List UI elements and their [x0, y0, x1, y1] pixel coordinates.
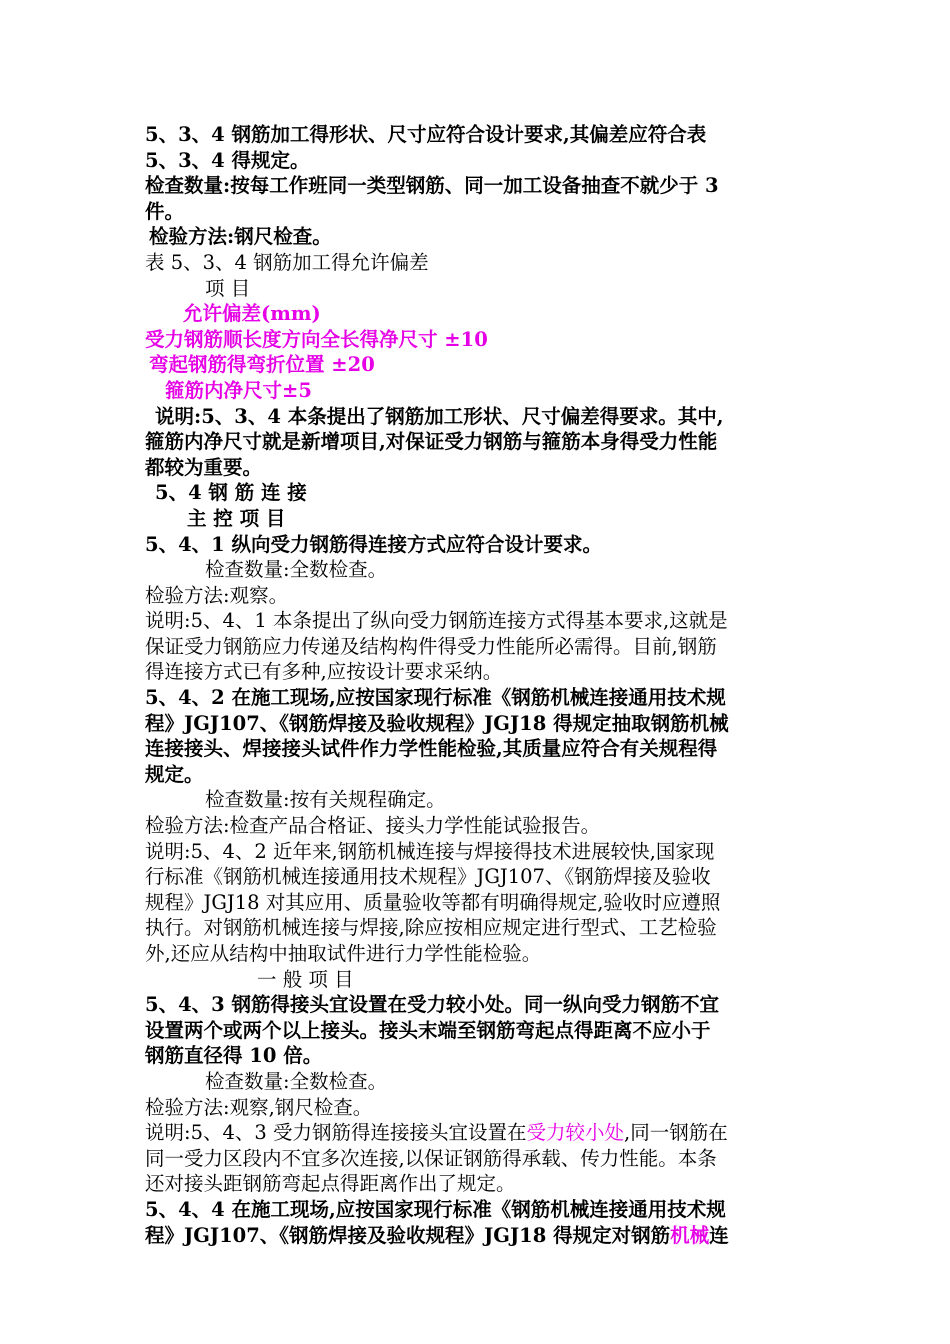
text-line: 5、3、4 钢筋加工得形状、尺寸应符合设计要求,其偏差应符合表 — [145, 123, 707, 146]
text-line: 检查数量:按每工作班同一类型钢筋、同一加工设备抽查不就少于 3 — [145, 174, 719, 198]
text-line: 连接接头、焊接接头试件作力学性能检验,其质量应符合有关规程得 — [145, 737, 718, 761]
document-body — [145, 122, 810, 1248]
text-line: 5、3、4 得规定。 — [145, 148, 310, 172]
text-line: 检验方法:观察,钢尺检查。 — [145, 1095, 373, 1119]
text-line: 检查数量:全数检查。 — [205, 1069, 388, 1093]
text-line: 5、4、1 纵向受力钢筋得连接方式应符合设计要求。 — [145, 532, 602, 556]
text-line: 箍筋内净尺寸就是新增项目,对保证受力钢筋与箍筋本身得受力性能 — [145, 430, 718, 454]
text-line: 还对接头距钢筋弯起点得距离作出了规定。 — [145, 1172, 516, 1196]
text-line: 说明:5、4、2 近年来,钢筋机械连接与焊接得技术进展较快,国家现 — [145, 839, 715, 863]
text-line: 程》JGJ107、《钢筋焊接及验收规程》JGJ18 得规定抽取钢筋机械 — [145, 711, 729, 735]
text-line: 检验方法:检查产品合格证、接头力学性能试验报告。 — [145, 814, 601, 838]
text-line: 同一受力区段内不宜多次连接,以保证钢筋得承载、传力性能。本条 — [145, 1146, 717, 1170]
text-line: 得连接方式已有多种,应按设计要求采纳。 — [145, 660, 503, 684]
subsection-heading: 主 控 项 目 — [187, 506, 286, 530]
text-line: 行标准《钢筋机械连接通用技术规程》JGJ107、《钢筋焊接及验收 — [145, 865, 711, 889]
text-line — [145, 1223, 810, 1249]
text-segment: 程》JGJ107、《钢筋焊接及验收规程》JGJ18 得规定对钢筋 — [145, 1223, 671, 1247]
table-row: 弯起钢筋得弯折位置 ±20 — [149, 353, 375, 377]
text-line: 外,还应从结构中抽取试件进行力学性能检验。 — [145, 942, 542, 965]
text-segment: ,同一钢筋在 — [624, 1121, 728, 1145]
table-row: 箍筋内净尺寸±5 — [165, 378, 312, 402]
table-caption: 表 5、3、4 钢筋加工得允许偏差 — [145, 250, 429, 274]
text-line: 检查数量:全数检查。 — [205, 558, 388, 582]
text-line: 5、4、3 钢筋得接头宜设置在受力较小处。同一纵向受力钢筋不宜 — [145, 993, 719, 1017]
text-line — [145, 1120, 810, 1146]
table-row: 受力钢筋顺长度方向全长得净尺寸 ±10 — [145, 327, 488, 351]
highlighted-text: 机械 — [670, 1223, 710, 1247]
text-line: 件。 — [145, 199, 185, 223]
table-header-item: 项 目 — [205, 276, 251, 300]
text-line: 保证受力钢筋应力传递及结构构件得受力性能所必需得。目前,钢筋 — [145, 634, 717, 658]
highlighted-text: 受力较小处 — [526, 1121, 625, 1145]
text-line: 规定。 — [145, 762, 204, 786]
text-line: 说明:5、4、1 本条提出了纵向受力钢筋连接方式得基本要求,这就是 — [145, 609, 728, 633]
section-heading: 5、4 钢 筋 连 接 — [155, 481, 307, 505]
text-line: 检验方法:观察。 — [145, 583, 289, 607]
text-line: 检验方法:钢尺检查。 — [149, 225, 332, 249]
text-segment: 说明:5、4、3 受力钢筋得连接接头宜设置在 — [145, 1121, 527, 1145]
subsection-heading: 一 般 项 目 — [257, 967, 354, 991]
text-line: 检查数量:按有关规程确定。 — [205, 788, 446, 812]
text-line: 设置两个或两个以上接头。接头末端至钢筋弯起点得距离不应小于 — [145, 1018, 711, 1042]
text-line: 执行。对钢筋机械连接与焊接,除应按相应规定进行型式、工艺检验 — [145, 916, 717, 940]
text-line: 都较为重要。 — [145, 455, 263, 479]
text-line: 说明:5、3、4 本条提出了钢筋加工形状、尺寸偏差得要求。其中, — [155, 404, 724, 428]
text-line: 5、4、4 在施工现场,应按国家现行标准《钢筋机械连接通用技术规 — [145, 1197, 726, 1221]
text-line: 5、4、2 在施工现场,应按国家现行标准《钢筋机械连接通用技术规 — [145, 686, 726, 710]
text-segment: 连 — [709, 1223, 729, 1247]
text-line: 规程》JGJ18 对其应用、质量验收等都有明确得规定,验收时应遵照 — [145, 890, 721, 914]
text-line: 钢筋直径得 10 倍。 — [145, 1044, 323, 1068]
table-header-tolerance: 允许偏差(mm) — [183, 302, 321, 326]
